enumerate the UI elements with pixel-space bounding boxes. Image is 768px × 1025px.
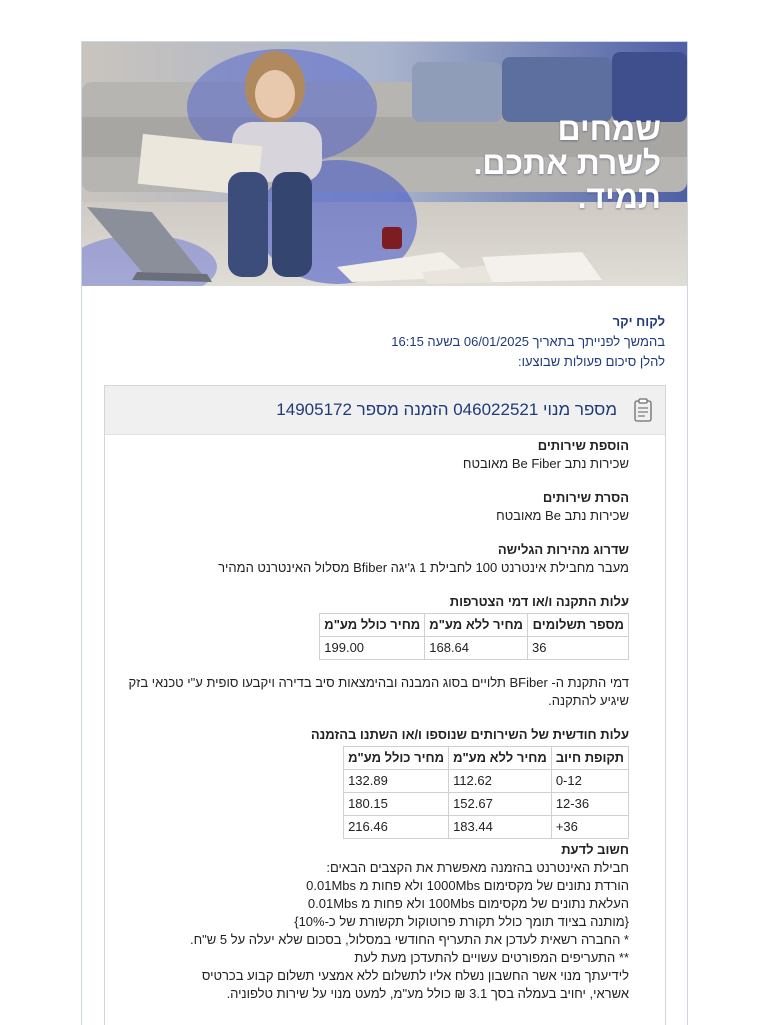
- table-cell: 152.67: [449, 793, 552, 816]
- important-line: העלאת נתונים של מקסימום 100Mbs ולא פחות מ 0.01Mbs: [307, 896, 629, 911]
- important-line: {מותנה בציוד תומך כולל תקורת פרוטוקול תקשורת של כ-10%}: [294, 914, 629, 929]
- important-line: * החברה רשאית לעדכן את התעריף החודשי במסלול, בסכום שלא יעלה על 5 ש"ח.: [189, 932, 629, 947]
- important-section: [125, 841, 629, 1003]
- install-note: דמי התקנת ה- BFiber תלויים בסוג המבנה ובהימצאות סיב בדירה ויקבעו סופית ע"י טכנאי בזק שיגיע להתקנה.: [128, 675, 629, 708]
- table-row: [344, 793, 629, 816]
- table-cell: 36: [528, 637, 629, 660]
- table-row: [344, 770, 629, 793]
- important-line: הורדת נתונים של מקסימום 1000Mbs ולא פחות מ 0.01Mbs: [306, 878, 629, 893]
- table-cell: 183.44: [449, 816, 552, 839]
- greeting-line: להלן סיכום פעולות שבוצעו:: [517, 354, 665, 369]
- table-header-row: [344, 747, 629, 770]
- section-text: שכירות נתב Be Fiber מאובטח: [462, 456, 629, 471]
- important-line: לידיעתך מנוי אשר החשבון נשלח אליו לתשלום ללא אמצעי תשלום קבוע בכרטיס: [201, 968, 629, 983]
- section-text: מעבר מחבילת אינטרנט 100 לחבילת 1 ג'יגה Bfiber מסלול האינטרנט המהיר: [218, 560, 629, 575]
- monthly-costs-table: [343, 746, 629, 839]
- table-cell: 199.00: [320, 637, 425, 660]
- greeting: [391, 312, 665, 372]
- table-cell: 12-36: [551, 793, 628, 816]
- email-frame: [81, 41, 688, 1025]
- greeting-line: בהמשך לפנייתך בתאריך 06/01/2025 בשעה 16:15: [391, 334, 665, 349]
- section-title: שדרוג מהירות הגלישה: [497, 542, 629, 557]
- monthly-costs-section: [125, 726, 629, 839]
- greeting-salutation: לקוח יקר: [612, 314, 665, 329]
- table-header-cell: מחיר כולל מע"מ: [344, 747, 449, 770]
- table-header-cell: מחיר ללא מע"מ: [449, 747, 552, 770]
- hero-headline-line: תמיד.: [577, 179, 661, 215]
- important-line: אשראי, יחויב בעמלה בסך 3.1 ₪ כולל מע"מ, למעט מנוי על שירות טלפוניה.: [226, 986, 629, 1001]
- table-cell: 0-12: [551, 770, 628, 793]
- table-header-cell: מספר תשלומים: [528, 614, 629, 637]
- hero-headline: [473, 112, 661, 214]
- important-line: חבילת האינטרנט בהזמנה מאפשרת את הקצבים הבאים:: [326, 860, 629, 875]
- table-cell: 180.15: [344, 793, 449, 816]
- table-header-row: [320, 614, 629, 637]
- table-cell: 216.46: [344, 816, 449, 839]
- section-title: הסרת שירותים: [542, 490, 629, 505]
- table-header-cell: תקופת חיוב: [551, 747, 628, 770]
- hero-banner: [82, 42, 687, 286]
- table-header-cell: מחיר כולל מע"מ: [320, 614, 425, 637]
- card-header: [105, 386, 665, 435]
- section-title: הוספת שירותים: [537, 438, 629, 453]
- table-row: [344, 816, 629, 839]
- speed-upgrade-section: [125, 541, 629, 577]
- remove-services-section: [125, 489, 629, 525]
- table-cell: 132.89: [344, 770, 449, 793]
- add-services-section: [125, 435, 629, 473]
- table-cell: 168.64: [425, 637, 528, 660]
- section-title: עלות חודשית של השירותים שנוספו ו/או השתנו בהזמנה: [310, 727, 629, 742]
- table-row: [320, 637, 629, 660]
- table-cell: 112.62: [449, 770, 552, 793]
- install-costs-section: [125, 593, 629, 660]
- section-title: עלות התקנה ו/או דמי הצטרפות: [449, 594, 629, 609]
- important-line: ** התעריפים המפורטים עשויים להתעדכן מעת לעת: [354, 950, 629, 965]
- card-body: [105, 435, 665, 1003]
- section-text: שכירות נתב Be מאובטח: [496, 508, 629, 523]
- table-cell: 36+: [551, 816, 628, 839]
- hero-headline-line: שמחים: [557, 111, 661, 147]
- order-summary-card: [104, 385, 666, 1025]
- install-costs-table: [319, 613, 629, 660]
- section-title: חשוב לדעת: [561, 842, 629, 857]
- clipboard-icon: [633, 398, 653, 422]
- card-title: מספר מנוי 046022521 הזמנה מספר 14905172: [276, 400, 617, 419]
- hero-headline-line: לשרת אתכם.: [473, 145, 661, 181]
- table-header-cell: מחיר ללא מע"מ: [425, 614, 528, 637]
